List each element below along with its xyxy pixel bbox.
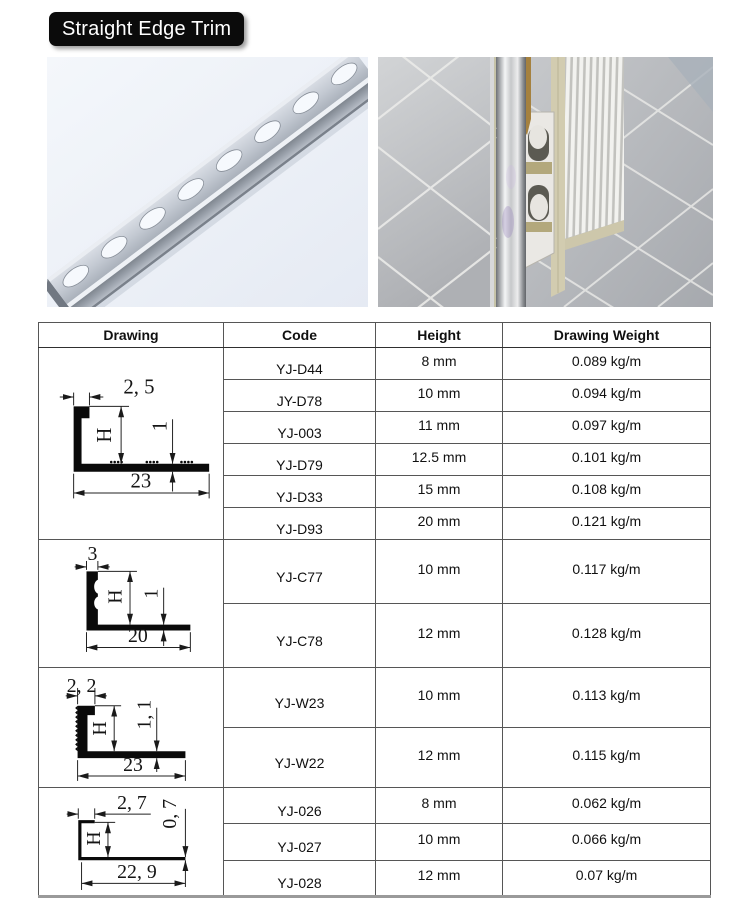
table-row <box>39 348 711 380</box>
code-cell: YJ-028 <box>224 860 376 896</box>
profile-drawing-3 <box>39 668 224 788</box>
chrome-reflection <box>502 206 514 238</box>
height-cell: 10 mm <box>376 540 503 604</box>
code-cell: YJ-D93 <box>224 508 376 540</box>
dim-label-thickness: 1 <box>147 420 171 431</box>
profile-drawing-4 <box>39 788 224 897</box>
table-row <box>39 540 711 604</box>
code-cell: YJ-027 <box>224 824 376 860</box>
dim-label-height: H <box>92 427 116 443</box>
code-cell: YJ-C77 <box>224 540 376 604</box>
height-cell: 12 mm <box>376 728 503 788</box>
serrated-edge <box>75 706 77 752</box>
flange-tab <box>529 125 547 149</box>
col-header-code: Code <box>224 323 376 348</box>
table-row <box>39 788 711 824</box>
dim-label-thickness: 1 <box>139 588 162 599</box>
combed-adhesive-ridges <box>564 57 624 239</box>
weight-cell: 0.101 kg/m <box>503 444 711 476</box>
weight-cell: 0.094 kg/m <box>503 380 711 412</box>
knurl-dots <box>109 460 192 463</box>
weight-cell: 0.113 kg/m <box>503 668 711 728</box>
weight-cell: 0.097 kg/m <box>503 412 711 444</box>
product-render-image <box>47 57 368 307</box>
profile-drawing-1 <box>39 348 224 540</box>
code-cell: YJ-D79 <box>224 444 376 476</box>
col-header-height: Height <box>376 323 503 348</box>
weight-cell: 0.062 kg/m <box>503 788 711 824</box>
weight-cell: 0.089 kg/m <box>503 348 711 380</box>
flange-crossbar <box>525 222 552 232</box>
header-row <box>39 323 711 348</box>
col-header-weight: Drawing Weight <box>503 323 711 348</box>
table-row <box>39 668 711 728</box>
weight-cell: 0.121 kg/m <box>503 508 711 540</box>
dim-label-height: H <box>82 831 105 846</box>
dim-label-top-width: 3 <box>86 542 97 565</box>
l-profile-shape <box>86 571 190 630</box>
weight-cell: 0.108 kg/m <box>503 476 711 508</box>
weight-cell: 0.128 kg/m <box>503 604 711 668</box>
weight-cell: 0.07 kg/m <box>503 860 711 896</box>
weight-cell: 0.066 kg/m <box>503 824 711 860</box>
flange-crossbar <box>525 162 552 174</box>
dim-label-top-width: 2, 7 <box>116 791 147 814</box>
col-header-drawing: Drawing <box>39 323 224 348</box>
height-cell: 10 mm <box>376 380 503 412</box>
profile-drawing-2 <box>39 540 224 668</box>
weight-cell: 0.117 kg/m <box>503 540 711 604</box>
height-cell: 10 mm <box>376 824 503 860</box>
height-cell: 15 mm <box>376 476 503 508</box>
code-cell: JY-D78 <box>224 380 376 412</box>
height-cell: 12 mm <box>376 604 503 668</box>
dim-label-bottom-width: 23 <box>122 754 143 777</box>
height-cell: 20 mm <box>376 508 503 540</box>
dim-label-bottom-width: 20 <box>127 625 148 648</box>
dim-label-thickness: 1, 1 <box>132 699 155 730</box>
chrome-reflection <box>506 165 516 189</box>
height-cell: 11 mm <box>376 412 503 444</box>
code-cell: YJ-D44 <box>224 348 376 380</box>
height-cell: 8 mm <box>376 348 503 380</box>
height-cell: 8 mm <box>376 788 503 824</box>
dim-label-height: H <box>104 589 127 604</box>
dim-label-top-width: 2, 5 <box>122 375 154 399</box>
tile-edge-backer <box>494 57 496 307</box>
code-cell: YJ-C78 <box>224 604 376 668</box>
height-cell: 10 mm <box>376 668 503 728</box>
dim-label-bottom-width: 23 <box>130 469 151 493</box>
page-title: Straight Edge Trim <box>49 12 244 46</box>
dim-label-height: H <box>88 721 111 736</box>
dim-label-bottom-width: 22, 9 <box>116 861 157 884</box>
trim-bar-render <box>47 57 368 307</box>
flange-tab <box>530 194 548 220</box>
code-cell: YJ-W22 <box>224 728 376 788</box>
code-cell: YJ-003 <box>224 412 376 444</box>
code-cell: YJ-026 <box>224 788 376 824</box>
code-cell: YJ-D33 <box>224 476 376 508</box>
dim-label-thickness: 0, 7 <box>158 798 181 829</box>
dim-label-top-width: 2, 2 <box>66 674 96 697</box>
tiled-corner-photo <box>378 57 713 307</box>
height-cell: 12.5 mm <box>376 444 503 476</box>
code-cell: YJ-W23 <box>224 668 376 728</box>
spec-table <box>38 322 711 898</box>
installation-photo <box>378 57 713 307</box>
height-cell: 12 mm <box>376 860 503 896</box>
weight-cell: 0.115 kg/m <box>503 728 711 788</box>
